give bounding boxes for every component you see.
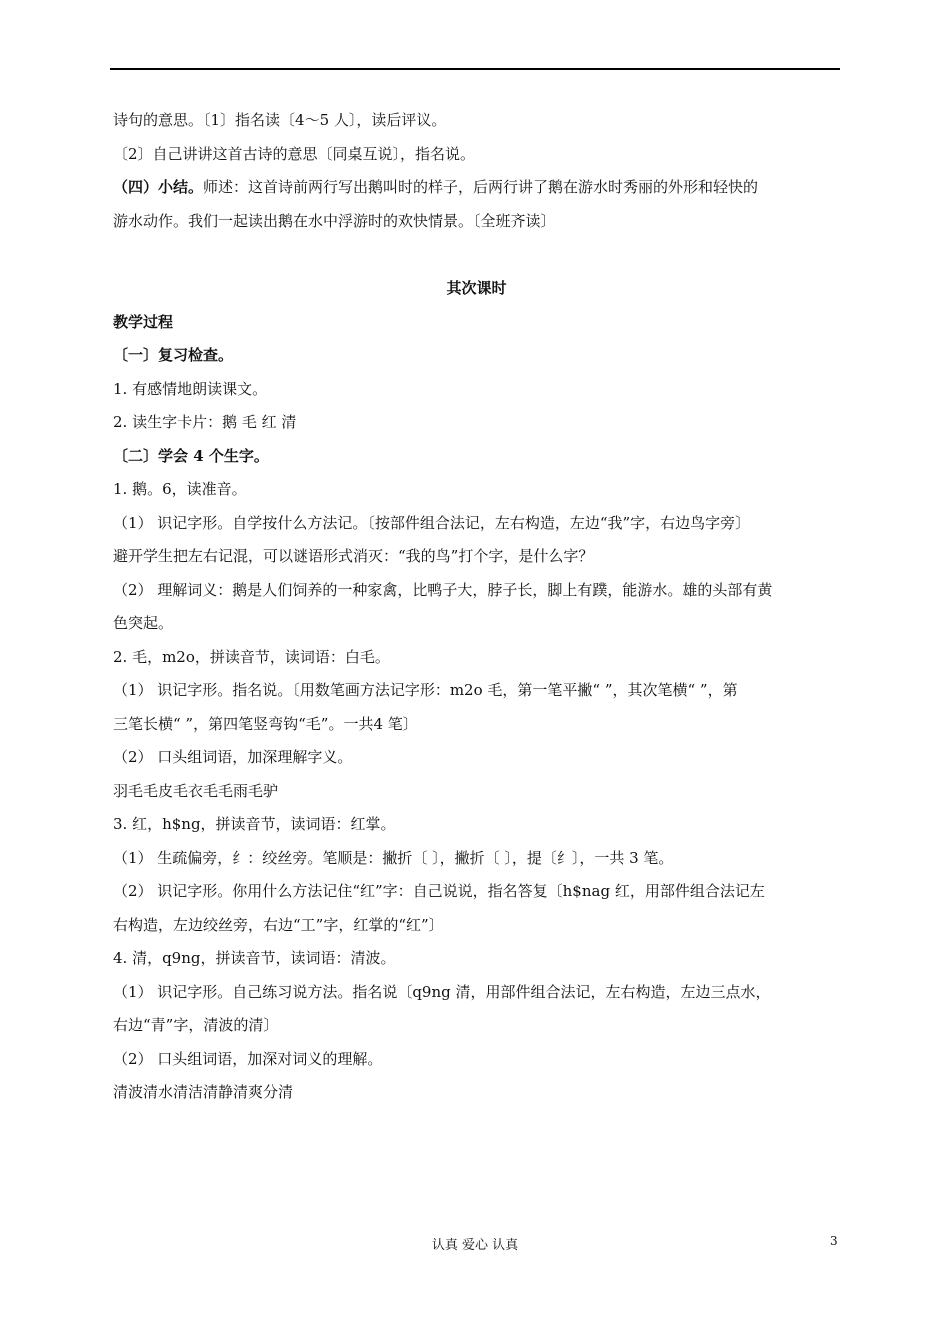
footer-motto: 认真 爱心 认真 (431, 1238, 519, 1253)
part1-title: 〔一〕复习检查。 (113, 346, 234, 364)
page-number: 3 (830, 1234, 838, 1248)
text-line: 羽毛毛皮毛衣毛毛雨毛驴 (113, 781, 279, 800)
text-line: 色突起。 (113, 614, 174, 632)
heading: 教学过程 (113, 312, 174, 331)
text-line: 4. 清，q9ng，拼读音节，读词语：清波。 (113, 949, 396, 967)
text-line: 清波清水清洁清静清爽分清 (113, 1083, 294, 1101)
text-line: 2. 毛，m2o，拼读音节，读词语：白毛。 (113, 647, 390, 666)
text-line: （2） 理解词义：鹅是人们饲养的一种家禽，比鸭子大，脖子长，脚上有蹼，能游水。雄的头部有黄 (113, 580, 773, 599)
text-line: 3. 红，h$ng，拼读音节，读词语：红掌。 (113, 815, 396, 833)
summary-paragraph (113, 171, 840, 205)
text-line: （2） 识记字形。你用什么方法记住“红”字：自己说说，指名答复〔h$nag 红，用部件组合法记左 (113, 882, 765, 900)
text-line: 诗句的意思。〔1〕指名读〔4～5 人〕，读后评议。 (113, 111, 447, 129)
section-title: 其次课时 (446, 279, 507, 297)
part2-title: 〔二〕学会 4 个生字。 (113, 446, 269, 465)
text-line: （2） 口头组词语，加深对词义的理解。 (113, 1049, 383, 1068)
text-line: 〔2〕自己讲讲这首古诗的意思〔同桌互说〕，指名说。 (113, 144, 476, 163)
text-line: 右构造，左边绞丝旁，右边“工”字，红掌的“红”〕 (113, 915, 444, 934)
list-item: 1. 有感情地朗读课文。 (113, 379, 268, 398)
text-line: （1） 识记字形。自学按什么方法记。〔按部件组合法记，左右构造，左边“我”字，右边鸟字旁〕 (113, 513, 751, 532)
header-rule (110, 68, 840, 70)
text-line: 1. 鹅。6，读准音。 (113, 480, 247, 498)
document-body (113, 104, 840, 1110)
text-line: 避开学生把左右记混，可以谜语形式消灭：“我的鸟”打个字，是什么字？ (113, 547, 594, 565)
summary-label: （四）小结。 (113, 178, 204, 196)
text-line: （1） 识记字形。自己练习说方法。指名说〔q9ng 清，用部件组合法记，左右构造，左边三点水， (113, 982, 771, 1001)
text-line: 右边“青”字，清波的清〕 (113, 1016, 279, 1034)
text-line: （1） 生疏偏旁，纟：绞丝旁。笔顺是：撇折〔 〕，撇折〔 〕，提〔纟〕，一共 3 笔。 (113, 848, 674, 867)
summary-text: 师述：这首诗前两行写出鹅叫时的样子，后两行讲了鹅在游水时秀丽的外形和轻快的 (203, 178, 759, 196)
text-line: （2） 口头组词语，加深理解字义。 (113, 748, 353, 766)
text-line: （1） 识记字形。指名说。〔用数笔画方法记字形：m2o 毛，第一笔平撇“ ”，其次笔横“ ”，第 (113, 681, 738, 699)
spacer (113, 238, 840, 272)
text-line: 游水动作。我们一起读出鹅在水中浮游时的欢快情景。〔全班齐读〕 (113, 211, 556, 230)
text-line: 三笔长横“ ”，第四笔竖弯钩“毛”。一共4 笔〕 (113, 714, 418, 733)
list-item: 2. 读生字卡片：鹅 毛 红 清 (113, 413, 297, 431)
